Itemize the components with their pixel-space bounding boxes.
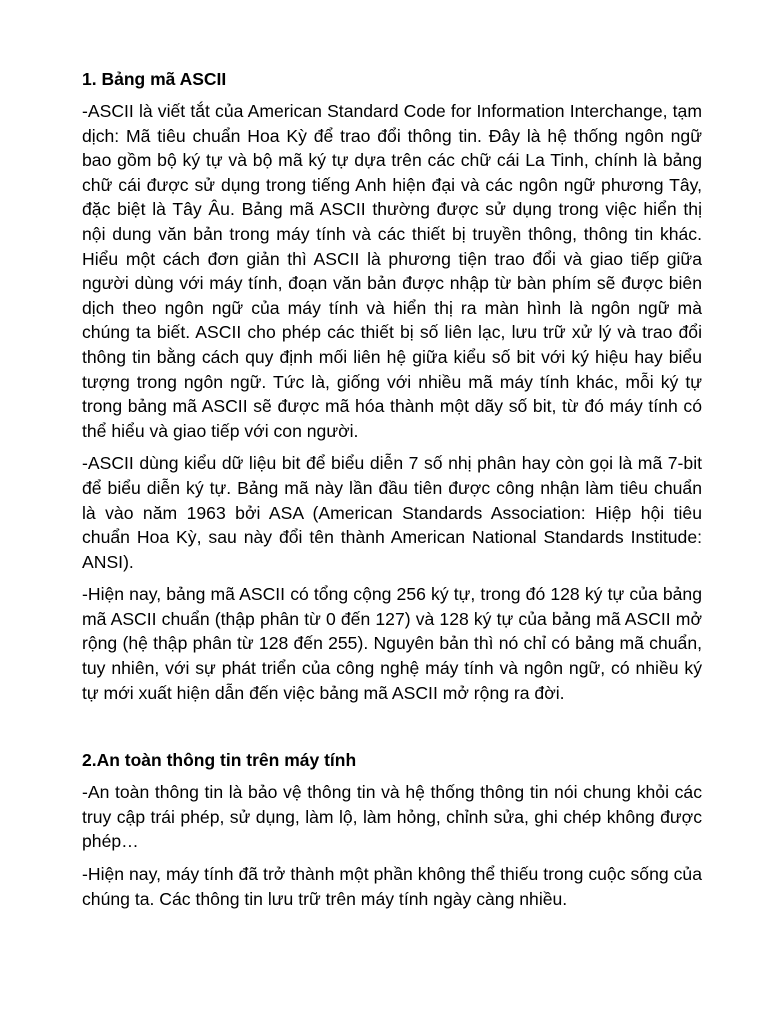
section-1-paragraph-1: -ASCII là viết tắt của American Standard Code for Information Interchange, tạm dịch: Mã tiêu chuẩn Hoa Kỳ để trao đổi thông tin. Đây là hệ thống ngôn ngữ bao gồm bộ ký tự và bộ mã ký tự dựa trên các chữ cái La Tinh, chính là bảng chữ cái được sử dụng trong tiếng Anh hiện đại và các ngôn ngữ phương Tây, đặc biệt là Tây Âu. Bảng mã ASCII thường được sử dụng trong việc hiển thị nội dung văn bản trong máy tính và các thiết bị truyền thông, thông tin khác. Hiểu một cách đơn giản thì ASCII là phương tiện trao đổi và giao tiếp giữa người dùng với máy tính, đoạn văn bản được nhập từ bàn phím sẽ được biên dịch theo ngôn ngữ của máy tính và hiển thị ra màn hình là ngôn ngữ mà chúng ta biết. ASCII cho phép các thiết bị số liên lạc, lưu trữ xử lý và trao đổi thông tin bằng cách quy định mối liên hệ giữa kiểu số bit với ký hiệu hay biểu tượng trong ngôn ngữ. Tức là, giống với nhiều mã máy tính khác, mỗi ký tự trong bảng mã ASCII sẽ được mã hóa thành một dãy số bit, từ đó máy tính có thể hiểu và giao tiếp với con người. [82,101,702,441]
section-2-heading: 2.An toàn thông tin trên máy tính [82,750,357,771]
section-1-paragraph-3: -Hiện nay, bảng mã ASCII có tổng cộng 256 ký tự, trong đó 128 ký tự của bảng mã ASCII chuẩn (thập phân từ 0 đến 127) và 128 ký tự của bảng mã ASCII mở rộng (hệ thập phân từ 128 đến 255). Nguyên bản thì nó chỉ có bảng mã chuẩn, tuy nhiên, với sự phát triển của công nghệ máy tính và ngôn ngữ, có nhiều ký tự mới xuất hiện dẫn đến việc bảng mã ASCII mở rộng ra đời. [82,584,702,703]
section-1-heading: 1. Bảng mã ASCII [82,69,227,89]
section-1-paragraph-2: -ASCII dùng kiểu dữ liệu bit để biểu diễn 7 số nhị phân hay còn gọi là mã 7-bit để biểu diễn ký tự. Bảng mã này lần đầu tiên được công nhận làm tiêu chuẩn là vào năm 1963 bởi ASA (American Standards Association: Hiệp hội tiêu chuẩn Hoa Kỳ, sau này đổi tên thành American National Standards Institude: ANSI). [82,453,702,572]
section-2-paragraph-2: -Hiện nay, máy tính đã trở thành một phần không thể thiếu trong cuộc sống của chúng ta. Các thông tin lưu trữ trên máy tính ngày càng nhiều. [82,864,702,909]
section-2-paragraph-1: -An toàn thông tin là bảo vệ thông tin và hệ thống thông tin nói chung khỏi các truy cập trái phép, sử dụng, làm lộ, làm hỏng, chỉnh sửa, ghi chép không được phép… [82,782,702,852]
section-spacer [82,713,702,747]
